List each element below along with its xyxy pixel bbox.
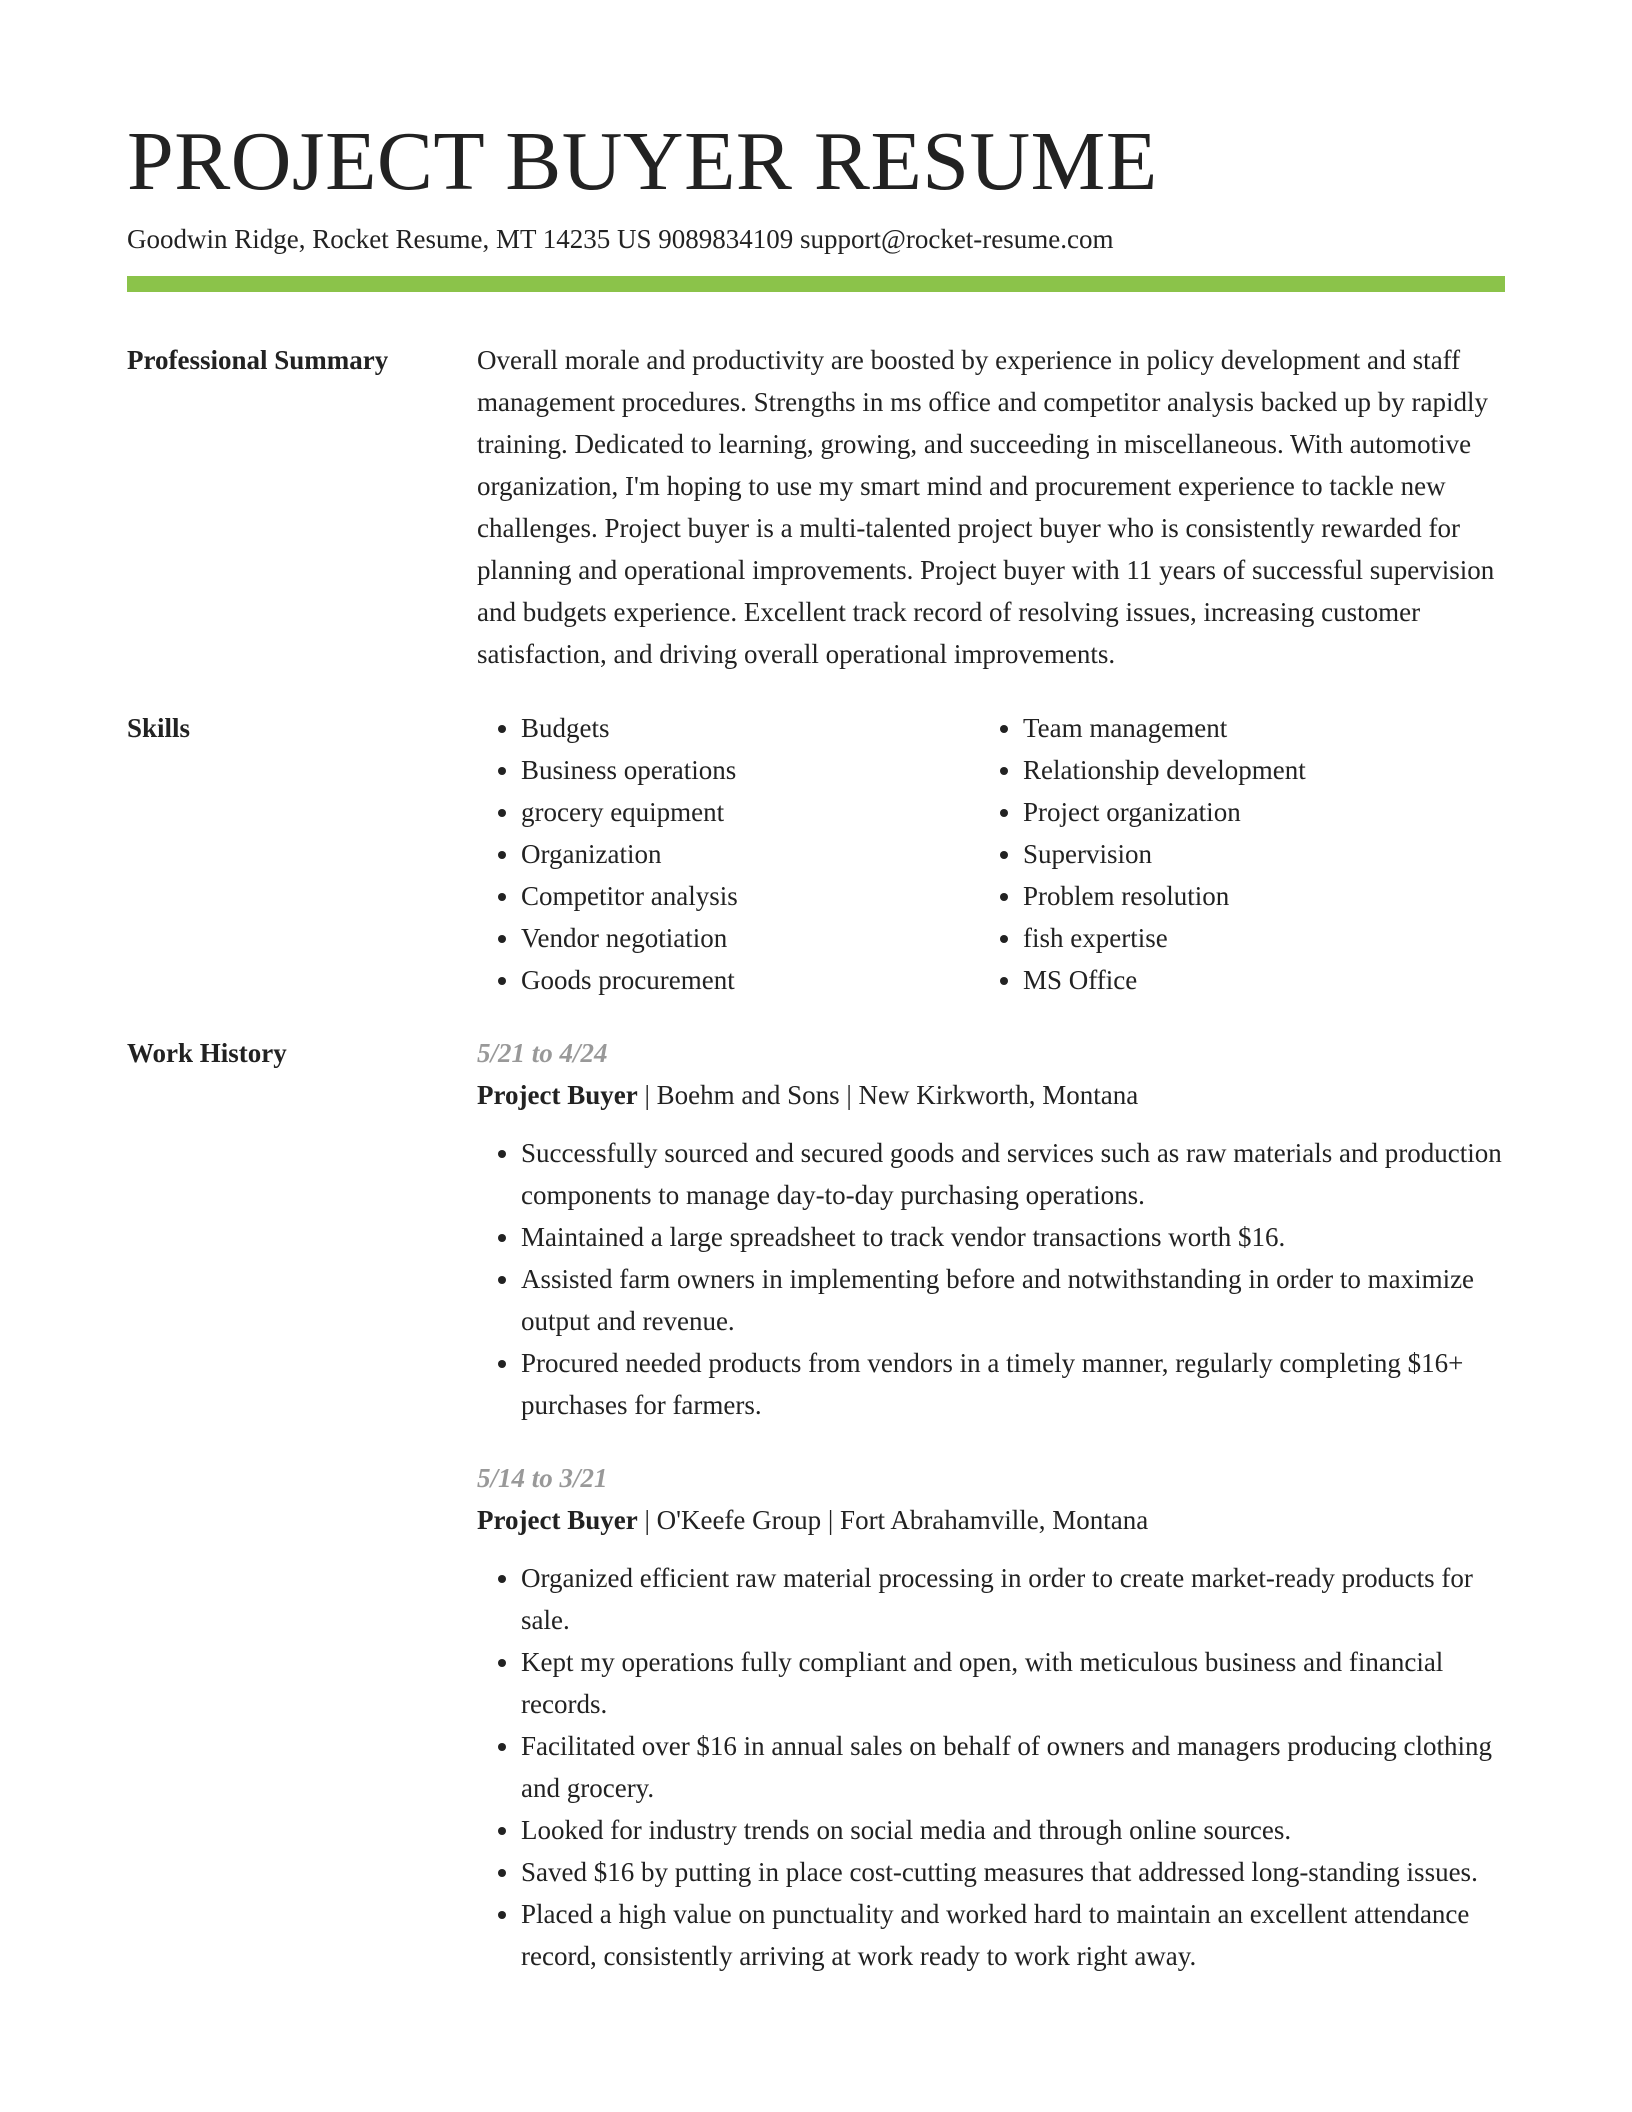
skills-section bbox=[127, 707, 1505, 1001]
job-separator: | bbox=[846, 1079, 852, 1110]
job-bullet: • Procured needed products from vendors in a timely manner, regularly completing $16+ purchases for farmers. bbox=[521, 1342, 1505, 1426]
job-location: Fort Abrahamville, Montana bbox=[840, 1504, 1149, 1535]
work-history-section bbox=[127, 1032, 1505, 1977]
job-bullet: • Saved $16 by putting in place cost-cutting measures that addressed long-standing issues. bbox=[521, 1851, 1505, 1893]
skill-item: • Problem resolution bbox=[1023, 875, 1505, 917]
skill-item: • Project organization bbox=[1023, 791, 1505, 833]
skill-item: • MS Office bbox=[1023, 959, 1505, 1001]
contact-phone: 9089834109 bbox=[658, 223, 794, 254]
job-separator: | bbox=[827, 1504, 834, 1535]
job-bullet: • Maintained a large spreadsheet to track vendor transactions worth $16. bbox=[521, 1216, 1505, 1258]
job-location: New Kirkworth, Montana bbox=[858, 1079, 1139, 1110]
contact-email: support@rocket-resume.com bbox=[799, 223, 1114, 254]
accent-divider bbox=[127, 276, 1505, 292]
job-heading bbox=[477, 1074, 1505, 1116]
contact-line bbox=[127, 223, 1505, 255]
section-label-summary: Professional Summary bbox=[127, 344, 389, 375]
job-bullets bbox=[477, 1132, 1505, 1426]
skill-item: • grocery equipment bbox=[521, 791, 979, 833]
skill-item: • fish expertise bbox=[1023, 917, 1505, 959]
skill-item: • Business operations bbox=[521, 749, 979, 791]
resume-title: PROJECT BUYER RESUME bbox=[127, 115, 1158, 208]
job-title: Project Buyer bbox=[477, 1079, 638, 1110]
skill-item: • Organization bbox=[521, 833, 979, 875]
skill-item: • Budgets bbox=[521, 707, 979, 749]
job-separator: | bbox=[644, 1079, 650, 1110]
job-bullet: • Looked for industry trends on social media and through online sources. bbox=[521, 1809, 1505, 1851]
skills-grid bbox=[477, 707, 1505, 1001]
job-entry bbox=[477, 1457, 1505, 1977]
contact-address: Goodwin Ridge, Rocket Resume, MT 14235 US bbox=[127, 223, 652, 254]
job-bullets bbox=[477, 1557, 1505, 1977]
skill-item: • Competitor analysis bbox=[521, 875, 979, 917]
professional-summary-section bbox=[127, 339, 1505, 675]
job-bullet: • Placed a high value on punctuality and worked hard to maintain an excellent attendance record, consistently arriving at work ready to work right away. bbox=[521, 1893, 1505, 1977]
job-separator: | bbox=[644, 1504, 650, 1535]
job-dates: 5/21 to 4/24 bbox=[477, 1037, 608, 1068]
skill-item: • Vendor negotiation bbox=[521, 917, 979, 959]
job-bullet: • Kept my operations fully compliant and open, with meticulous business and financial records. bbox=[521, 1641, 1505, 1725]
job-company: O'Keefe Group bbox=[656, 1504, 822, 1535]
skill-item: • Supervision bbox=[1023, 833, 1505, 875]
job-company: Boehm and Sons bbox=[656, 1079, 840, 1110]
skill-item: • Relationship development bbox=[1023, 749, 1505, 791]
section-label-skills: Skills bbox=[127, 712, 191, 743]
job-bullet: • Successfully sourced and secured goods and services such as raw materials and production components to manage day-to-day purchasing operations. bbox=[521, 1132, 1505, 1216]
job-bullet: • Facilitated over $16 in annual sales on behalf of owners and managers producing clothing and grocery. bbox=[521, 1725, 1505, 1809]
skills-column-right bbox=[979, 707, 1505, 1001]
skills-column-left bbox=[477, 707, 979, 1001]
work-history-list bbox=[477, 1032, 1505, 1977]
skill-item: • Team management bbox=[1023, 707, 1505, 749]
job-title: Project Buyer bbox=[477, 1504, 638, 1535]
section-label-work: Work History bbox=[127, 1037, 287, 1068]
job-bullet: • Organized efficient raw material processing in order to create market-ready products for sale. bbox=[521, 1557, 1505, 1641]
skill-item: • Goods procurement bbox=[521, 959, 979, 1001]
job-heading bbox=[477, 1499, 1505, 1541]
job-bullet: • Assisted farm owners in implementing before and notwithstanding in order to maximize output and revenue. bbox=[521, 1258, 1505, 1342]
job-dates: 5/14 to 3/21 bbox=[477, 1462, 608, 1493]
summary-text: Overall morale and productivity are boosted by experience in policy development and staff management procedures. Strengths in ms office and competitor analysis backed up by rapidly training. Dedicated to learning, growing, and succeeding in miscellaneous. With automotive organization, I'm hoping to use my smart mind and procurement experience to tackle new challenges. Project buyer is a multi-talented project buyer who is consistently rewarded for planning and operational improvements. Project buyer with 11 years of successful supervision and budgets experience. Excellent track record of resolving issues, increasing customer satisfaction, and driving overall operational improvements. bbox=[477, 344, 1495, 669]
job-entry bbox=[477, 1032, 1505, 1426]
resume-header bbox=[127, 114, 1505, 292]
